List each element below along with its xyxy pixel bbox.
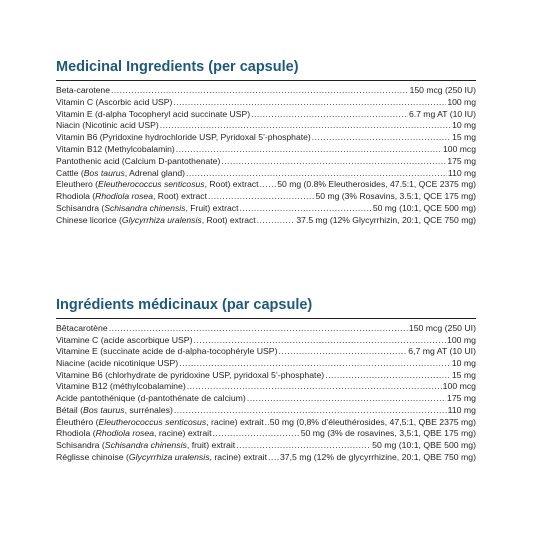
ingredient-name (56, 144, 175, 156)
ingredient-row (56, 156, 476, 168)
latin-name: Rhodiola rosea (95, 428, 155, 439)
dot-leader (236, 440, 371, 452)
section-title-english: Medicinal Ingredients (per capsule) (56, 59, 299, 75)
ingredient-name-part: Niacin (Nicotinic acid USP) (56, 120, 159, 131)
ingredient-amount: 10 mg (452, 120, 476, 131)
ingredient-row (56, 428, 476, 440)
dot-leader (208, 191, 315, 203)
ingredient-row (56, 144, 476, 156)
ingredient-name (56, 191, 207, 203)
dot-leader (109, 323, 408, 335)
ingredient-list-english (56, 85, 476, 227)
ingredient-row (56, 109, 476, 121)
ingredient-name-part: Vitamine E (succinate acide de d-alpha-tocophéryle USP) (56, 346, 278, 357)
ingredient-name (56, 156, 220, 168)
ingredient-row (56, 452, 476, 464)
ingredient-amount: 150 mcg (250 IU) (409, 85, 476, 95)
ingredient-name (56, 405, 173, 417)
ingredient-row (56, 335, 476, 347)
ingredient-name (56, 120, 159, 132)
ingredient-name-part: Bétail ( (56, 404, 84, 415)
dot-leader (187, 381, 442, 393)
ingredient-amount: 50 mg (3% Rosavins, 3.5:1, QCE 175 mg) (315, 191, 476, 202)
ingredient-name (56, 440, 235, 452)
medicinal-ingredients-french (56, 295, 476, 463)
dot-leader (179, 358, 451, 370)
dot-leader (312, 132, 451, 144)
dot-leader (186, 168, 447, 180)
dot-leader (239, 203, 371, 215)
ingredient-row (56, 358, 476, 370)
ingredient-amount: 15 mg (451, 369, 476, 380)
ingredient-amount: 50 mg (3% de rosavines, 3,5:1, QBE 175 mg) (300, 428, 476, 439)
section-title-french: Ingrédients médicinaux (par capsule) (56, 297, 313, 313)
ingredient-amount: 50 mg (10:1, QBE 500 mg) (372, 439, 476, 450)
ingredient-name-part: Niacine (acide nicotinique USP) (56, 358, 179, 369)
ingredient-row (56, 132, 476, 144)
ingredient-amount: 37.5 mg (12% Glycyrrhizin, 20:1, QCE 750 mg) (296, 214, 476, 225)
dot-leader (325, 370, 451, 382)
dot-leader (247, 393, 446, 405)
ingredient-row (56, 168, 476, 180)
ingredient-row (56, 203, 476, 215)
ingredient-name-part: Rhodiola ( (56, 428, 96, 439)
ingredient-name-part: Bêtacarotène (56, 323, 108, 333)
ingredient-row (56, 215, 476, 227)
ingredient-list-french (56, 323, 476, 463)
ingredient-name-part: , racine) extrait (209, 451, 267, 462)
ingredient-name-part: , Fruit) extract (185, 202, 239, 213)
ingredient-amount: 150 mcg (250 UI) (408, 323, 476, 333)
ingredient-amount: 6,7 mg AT (10 UI) (408, 346, 476, 357)
ingredient-name (56, 381, 186, 393)
ingredient-name-part: Eleuthero ( (56, 179, 99, 190)
ingredient-name (56, 168, 185, 180)
ingredient-name-part: Chinese licorice ( (56, 214, 122, 225)
ingredient-name-part: , fruit) extrait (186, 439, 236, 450)
dot-leader (160, 120, 451, 132)
ingredient-name (56, 179, 259, 191)
dot-leader (174, 405, 447, 417)
ingredient-name (56, 97, 172, 109)
ingredient-amount: 6.7 mg AT (10 IU) (408, 108, 476, 119)
ingredient-name-part: Schisandra ( (56, 202, 105, 213)
latin-name: Glycyrrhiza uralensis (128, 451, 210, 462)
dot-leader (221, 156, 446, 168)
dot-leader (268, 452, 279, 464)
ingredient-name-part: Vitamin C (Ascorbic acid USP) (56, 96, 173, 107)
ingredient-name (56, 452, 267, 464)
ingredient-row (56, 440, 476, 452)
ingredient-name-part: Vitamin B12 (Methylcobalamin) (56, 143, 175, 154)
medicinal-ingredients-english (56, 57, 476, 227)
ingredient-amount: 100 mcg (443, 143, 476, 154)
dot-leader (265, 417, 269, 429)
dot-leader (251, 109, 408, 121)
ingredient-amount: 100 mg (447, 334, 476, 345)
ingredient-name-part: Cattle ( (56, 167, 84, 178)
ingredient-row (56, 191, 476, 203)
dot-leader (257, 215, 296, 227)
ingredient-amount: 50 mg (0.8% Eleutherosides, 47.5:1, QCE 2375 mg) (277, 179, 476, 190)
ingredient-amount: 37,5 mg (12% de glycyrrhizine, 20:1, QBE 750 mg) (279, 451, 476, 462)
ingredient-name (56, 346, 278, 358)
ingredient-row (56, 370, 476, 382)
ingredient-name-part: Vitamine C (acide ascorbique USP) (56, 334, 193, 345)
ingredient-name (56, 109, 250, 121)
ingredient-name (56, 358, 178, 370)
ingredient-name-part: , Root) extract (201, 214, 256, 225)
ingredient-row (56, 417, 476, 429)
ingredient-name-part: , surrénales) (124, 404, 173, 415)
ingredient-name-part: Vitamin E (d-alpha Tocopheryl acid succinate USP) (56, 108, 251, 119)
ingredient-amount: 100 mcg (442, 381, 476, 392)
ingredient-row (56, 381, 476, 393)
latin-name: Schisandra chinensis (104, 202, 186, 213)
ingredient-name-part: , Root) extract (152, 191, 207, 202)
ingredient-name-part: Pantothenic acid (Calcium D-pantothenate) (56, 155, 221, 166)
latin-name: Schisandra chinensis (104, 439, 187, 450)
ingredient-row (56, 405, 476, 417)
ingredient-name (56, 428, 212, 440)
ingredient-name (56, 215, 256, 227)
ingredient-row (56, 85, 476, 97)
ingredient-amount: 50 mg (0,8% d’éleuthérosides, 47,5:1, QBE 2375 mg) (269, 416, 476, 427)
dot-leader (260, 179, 277, 191)
ingredient-amount: 15 mg (452, 132, 476, 143)
ingredient-amount: 175 mg (447, 393, 476, 404)
ingredient-name-part: Schisandra ( (56, 439, 105, 450)
ingredient-row (56, 97, 476, 109)
ingredient-name (56, 417, 264, 429)
ingredient-name (56, 85, 110, 97)
ingredient-row (56, 393, 476, 405)
dot-leader (111, 85, 409, 97)
ingredient-name-part: Vitamine B12 (méthylcobalamine) (56, 381, 186, 392)
latin-name: Eleutherococcus senticosus (98, 179, 205, 190)
ingredient-amount: 10 mg (451, 358, 476, 369)
ingredient-name-part: Vitamine B6 (chlorhydrate de pyridoxine USP, pyridoxal 5’-phosphate) (56, 369, 325, 380)
ingredient-amount: 100 mg (447, 96, 476, 107)
ingredient-name-part: , Adrenal gland) (124, 167, 185, 178)
dot-leader (173, 97, 446, 109)
ingredient-name-part: Vitamin B6 (Pyridoxine hydrochloride USP, Pyridoxal 5’-phosphate) (56, 132, 311, 143)
ingredient-name-part: Beta-carotene (56, 85, 110, 95)
title-rule (56, 318, 476, 319)
ingredient-name-part: , racine) extrait (154, 428, 212, 439)
ingredient-name-part: Acide pantothénique (d-pantothénate de calcium) (56, 393, 246, 404)
latin-name: Glycyrrhiza uralensis (121, 214, 202, 225)
ingredient-name (56, 370, 324, 382)
dot-leader (213, 428, 300, 440)
dot-leader (176, 144, 442, 156)
ingredient-row (56, 120, 476, 132)
ingredient-name-part: , Root) extract (204, 179, 259, 190)
ingredient-row (56, 323, 476, 335)
latin-name: Eleutherococcus senticosus (98, 416, 207, 427)
ingredient-name-part: Éleuthéro ( (56, 416, 99, 427)
dot-leader (194, 335, 447, 347)
ingredient-row (56, 179, 476, 191)
ingredient-name (56, 393, 246, 405)
latin-name: Bos taurus (83, 404, 125, 415)
ingredient-name (56, 132, 311, 144)
ingredient-amount: 175 mg (447, 155, 476, 166)
ingredient-amount: 110 mg (447, 167, 476, 178)
ingredient-name (56, 323, 108, 335)
ingredient-name-part: Réglisse chinoise ( (56, 451, 129, 462)
ingredient-amount: 110 mg (447, 404, 476, 415)
ingredient-name-part: , racine) extrait (206, 416, 264, 427)
ingredient-amount: 50 mg (10:1, QCE 500 mg) (372, 202, 476, 213)
ingredient-name-part: Rhodiola ( (56, 191, 96, 202)
dot-leader (279, 346, 408, 358)
ingredient-name (56, 335, 193, 347)
latin-name: Bos taurus (83, 167, 125, 178)
title-rule (56, 80, 476, 81)
ingredient-row (56, 346, 476, 358)
latin-name: Rhodiola rosea (95, 191, 153, 202)
ingredient-name (56, 203, 238, 215)
